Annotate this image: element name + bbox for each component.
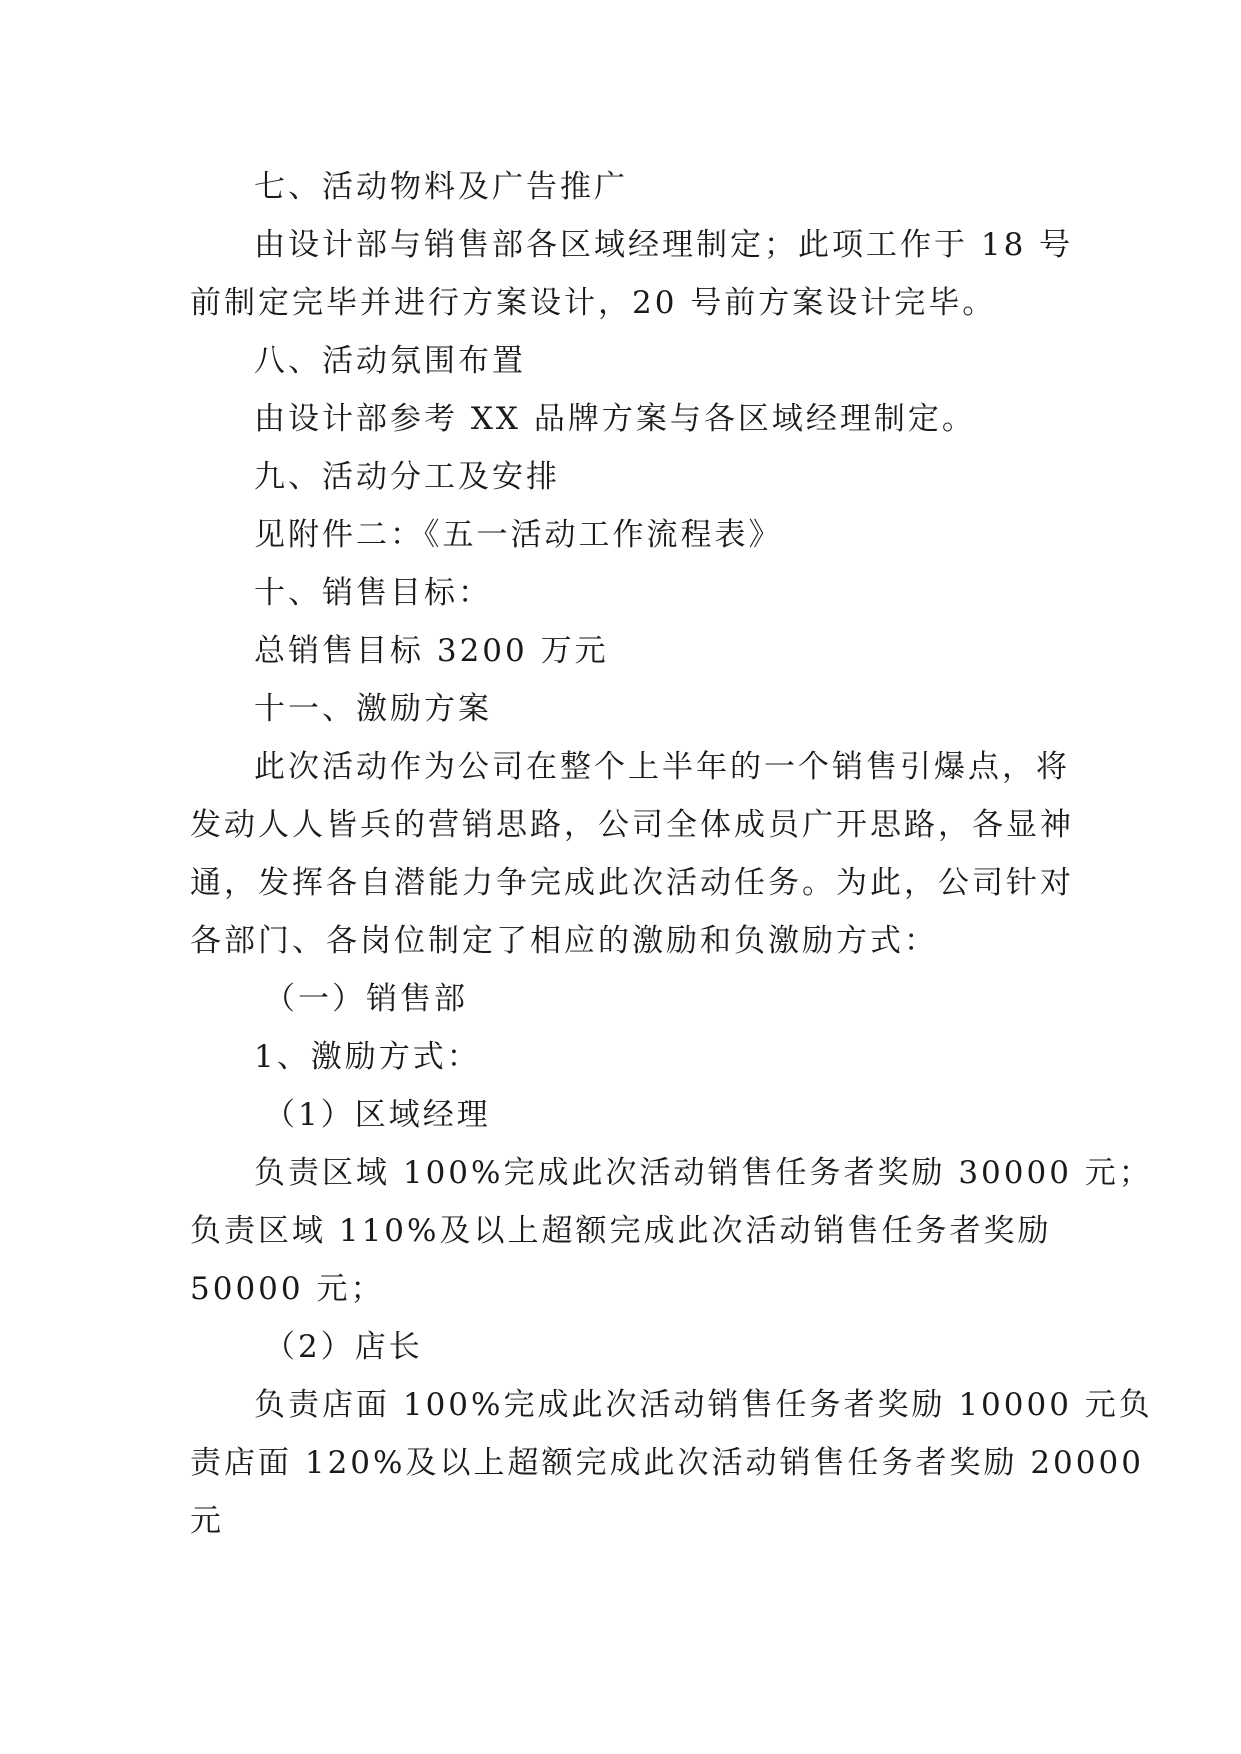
subsection-heading: （一）销售部 [264,981,468,1017]
paragraph-line: 负责区域 110%及以上超额完成此次活动销售任务者奖励 [190,1213,1052,1249]
paragraph-line: 见附件二：《五一活动工作流程表》 [254,517,783,553]
paragraph-line: 总销售目标 3200 万元 [254,633,609,669]
subsection-heading: （2）店长 [264,1329,423,1365]
paragraph-line: 前制定完毕并进行方案设计，20 号前方案设计完毕。 [190,285,997,321]
section-heading-8: 八、活动氛围布置 [254,343,526,379]
paragraph-line: 发动人人皆兵的营销思路，公司全体成员广开思路，各显神 [190,807,1074,843]
paragraph-line: 由设计部与销售部各区域经理制定；此项工作于 18 号 [254,227,1074,263]
section-heading-10: 十、销售目标： [254,575,492,611]
paragraph-line: 负责区域 100%完成此次活动销售任务者奖励 30000 元； [254,1155,1153,1191]
paragraph-line: 此次活动作为公司在整个上半年的一个销售引爆点，将 [254,749,1070,785]
list-heading: 1、激励方式： [254,1039,481,1075]
paragraph-line: 50000 元； [190,1271,385,1307]
document-body [190,158,1153,1550]
paragraph-line: 元 [190,1503,224,1539]
section-heading-11: 十一、激励方案 [254,691,492,727]
paragraph-line: 各部门、各岗位制定了相应的激励和负激励方式： [190,923,938,959]
subsection-heading: （1）区域经理 [264,1097,491,1133]
paragraph-line: 责店面 120%及以上超额完成此次活动销售任务者奖励 20000 [190,1445,1144,1481]
paragraph-line: 由设计部参考 XX 品牌方案与各区域经理制定。 [254,401,976,437]
section-heading-9: 九、活动分工及安排 [254,459,560,495]
section-heading-7: 七、活动物料及广告推广 [254,169,628,205]
paragraph-line: 通，发挥各自潜能力争完成此次活动任务。为此，公司针对 [190,865,1074,901]
paragraph-line: 负责店面 100%完成此次活动销售任务者奖励 10000 元负 [254,1387,1153,1423]
